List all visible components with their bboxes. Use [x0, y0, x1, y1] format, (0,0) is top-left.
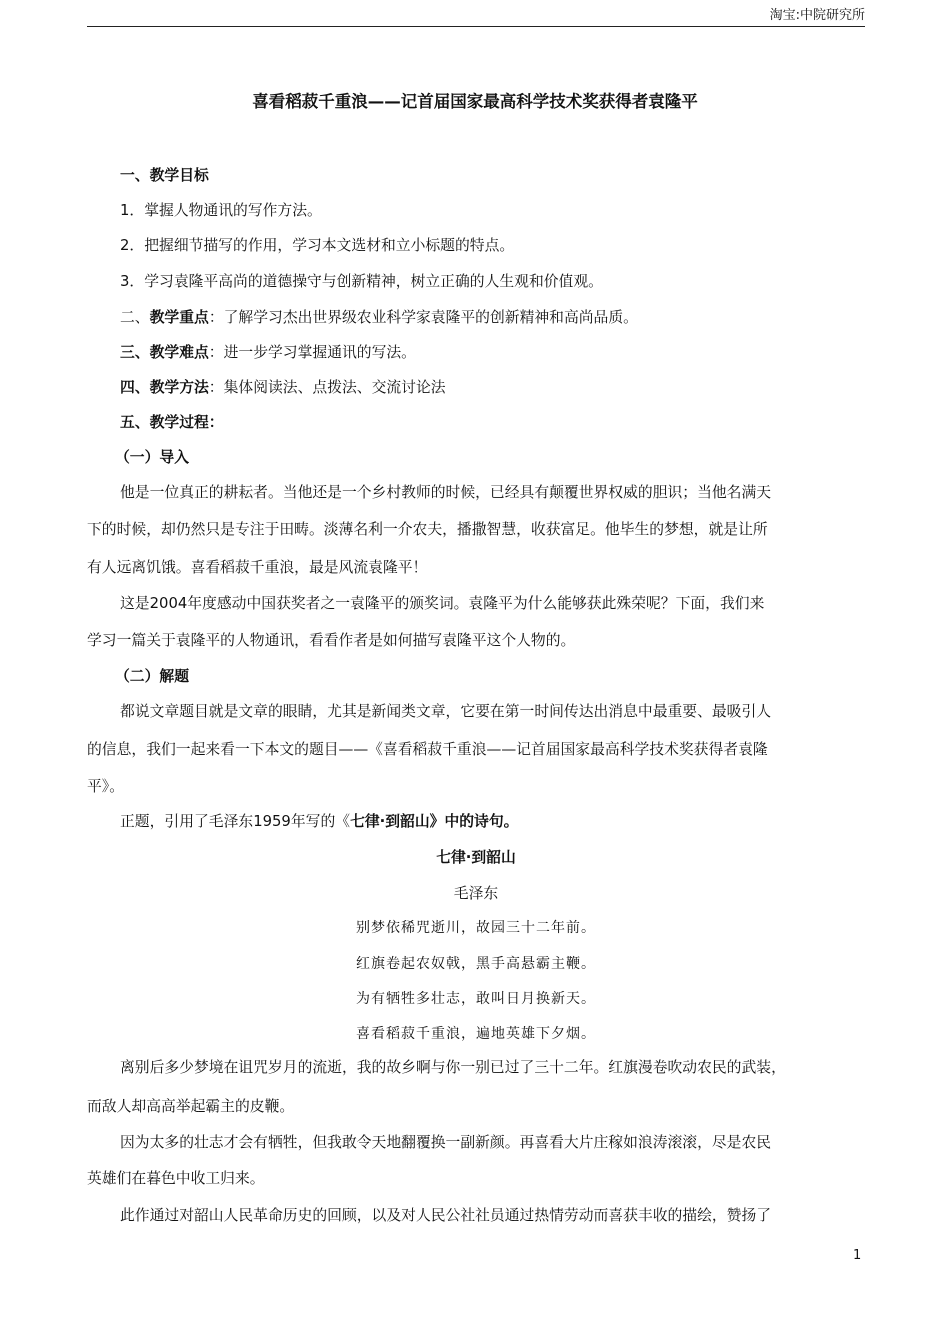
intro-heading: （一）导入 [115, 449, 189, 466]
poem-line-4: 喜看稻菽千重浪，遍地英雄下夕烟。 [356, 1026, 596, 1042]
objective-num: 3 [120, 273, 130, 290]
intro-para1-line1: 他是一位真正的耕耘者。当他还是一个乡村教师的时候，已经具有颠覆世界权威的胆识；当他名满天 [120, 484, 772, 501]
objective-num: 1 [120, 202, 130, 219]
objective-item-1: 1．掌握人物通讯的写作方法。 [120, 202, 322, 219]
objective-item-2: 2．把握细节描写的作用，学习本文选材和立小标题的特点。 [120, 237, 515, 254]
translation-para3-line1: 此作通过对韶山人民革命历史的回顾，以及对人民公社社员通过热情劳动而喜获丰收的描绘，赞扬了 [120, 1207, 772, 1224]
key-point-line: 二、教学重点：了解学习杰出世界级农业科学家袁隆平的创新精神和高尚品质。 [120, 309, 638, 326]
intro-para1-line3: 有人远离饥饿。喜看稻菽千重浪，最是风流袁隆平！ [87, 559, 428, 576]
explain-heading: （二）解题 [115, 668, 189, 685]
objective-text: 掌握人物通讯的写作方法。 [144, 202, 322, 219]
key-point-label: 教学重点 [149, 309, 209, 326]
objective-text: 把握细节描写的作用，学习本文选材和立小标题的特点。 [144, 237, 515, 254]
explain-para2: 正题，引用了毛泽东1959年写的《七律·到韶山》中的诗句。 [120, 813, 519, 830]
explain-para1-line3: 平》。 [87, 778, 124, 795]
objective-num: 2 [120, 237, 130, 254]
poem-line-3: 为有牺牲多壮志，敢叫日月换新天。 [356, 991, 596, 1007]
translation-para1-line2: 而敌人却高高举起霸主的皮鞭。 [87, 1098, 295, 1115]
translation-para2-line2: 英雄们在暮色中收工归来。 [87, 1170, 265, 1187]
poem-author: 毛泽东 [453, 885, 499, 902]
intro-para2-line1: 这是2004年度感动中国获奖者之一袁隆平的颁奖词。袁隆平为什么能够获此殊荣呢？下面，我们来 [120, 595, 765, 612]
difficulty-label: 三、教学难点 [120, 344, 209, 361]
year-number: 2004 [149, 595, 188, 612]
intro-para2-line2: 学习一篇关于袁隆平的人物通讯，看看作者是如何描写袁隆平这个人物的。 [87, 632, 576, 649]
method-label: 四、教学方法 [120, 379, 209, 396]
key-point-text: 了解学习杰出世界级农业科学家袁隆平的创新精神和高尚品质。 [223, 309, 638, 326]
method-line: 四、教学方法：集体阅读法、点拨法、交流讨论法 [120, 379, 446, 396]
intro-para1-line2: 下的时候，却仍然只是专注于田畴。淡薄名利一介农夫，播撒智慧，收获富足。他毕生的梦想，就是让所 [87, 521, 768, 538]
document-title: 喜看稻菽千重浪——记首届国家最高科学技术奖获得者袁隆平 [252, 92, 698, 111]
translation-para2-line1: 因为太多的壮志才会有牺牲，但我敢令天地翻覆换一副新颜。再喜看大片庄稼如浪涛滚滚，尽是农民 [120, 1134, 772, 1151]
poem-title: 七律·到韶山 [436, 849, 516, 866]
poem-line-1: 别梦依稀咒逝川，故园三十二年前。 [356, 920, 596, 936]
difficulty-text: 进一步学习掌握通讯的写法。 [223, 344, 416, 361]
explain-para1-line1: 都说文章题目就是文章的眼睛，尤其是新闻类文章，它要在第一时间传达出消息中最重要、最吸引人 [120, 703, 772, 720]
process-heading: 五、教学过程： [120, 414, 224, 431]
objective-item-3: 3．学习袁隆平高尚的道德操守与创新精神，树立正确的人生观和价值观。 [120, 273, 603, 290]
header-text: 淘宝:中院研究所 [769, 8, 865, 23]
poem-line-2: 红旗卷起农奴戟，黑手高悬霸主鞭。 [356, 956, 596, 972]
explain-para1-line2: 的信息，我们一起来看一下本文的题目——《喜看稻菽千重浪——记首届国家最高科学技术奖获得者袁隆 [87, 741, 768, 758]
page-header [87, 6, 865, 27]
page-number: 1 [853, 1248, 862, 1263]
objective-text: 学习袁隆平高尚的道德操守与创新精神，树立正确的人生观和价值观。 [144, 273, 603, 290]
method-text: 集体阅读法、点拨法、交流讨论法 [223, 379, 446, 396]
objectives-heading: 一、教学目标 [120, 167, 209, 184]
translation-para1-line1: 离别后多少梦境在诅咒岁月的流逝，我的故乡啊与你一别已过了三十二年。红旗漫卷吹动农民的武装， [120, 1059, 786, 1076]
year-number: 1959 [253, 813, 291, 830]
difficulty-line: 三、教学难点：进一步学习掌握通讯的写法。 [120, 344, 416, 361]
